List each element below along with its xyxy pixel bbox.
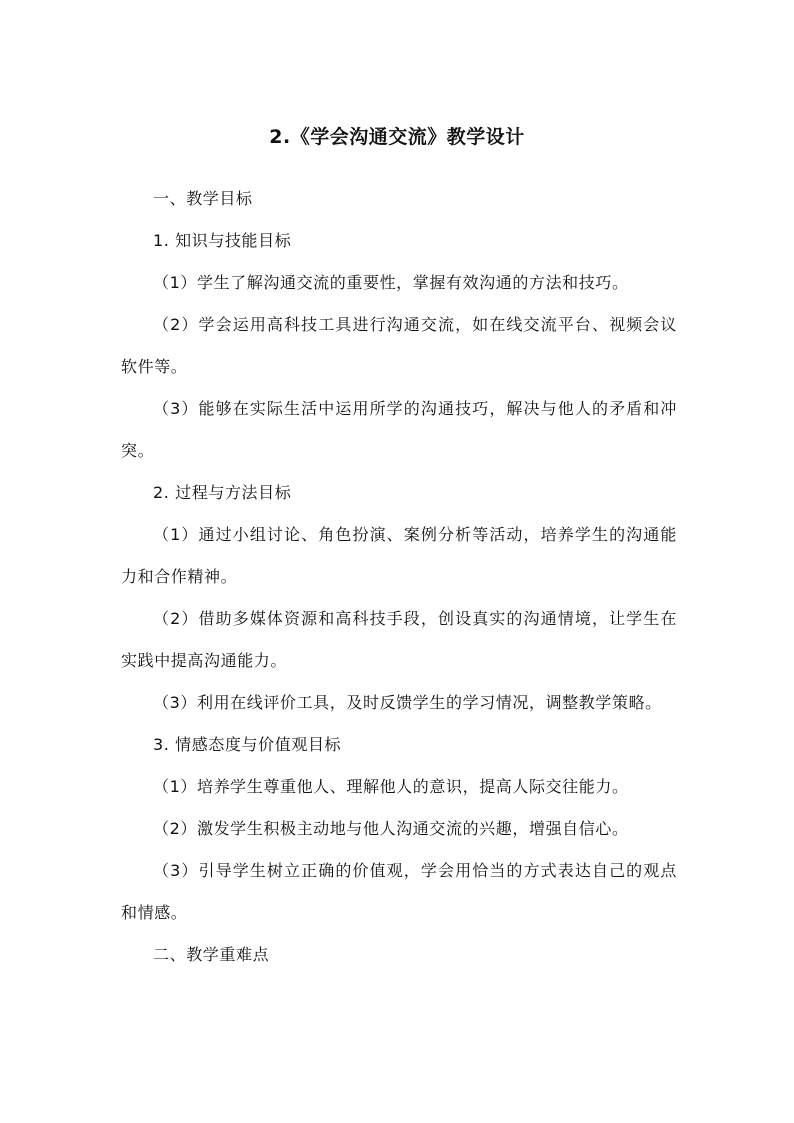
section-heading-objectives: 一、教学目标 bbox=[153, 189, 253, 208]
subheading-process-methods: 2. 过程与方法目标 bbox=[153, 483, 292, 502]
paragraph: （1）培养学生尊重他人、理解他人的意识，提高人际交往能力。 bbox=[153, 777, 629, 796]
paragraph: （3）能够在实际生活中运用所学的沟通技巧，解决与他人的矛盾和冲突。 bbox=[121, 399, 677, 460]
paragraph: （2）激发学生积极主动地与他人沟通交流的兴趣，增强自信心。 bbox=[153, 819, 629, 838]
paragraph: （1）学生了解沟通交流的重要性，掌握有效沟通的方法和技巧。 bbox=[153, 273, 629, 292]
paragraph: （2）借助多媒体资源和高科技手段，创设真实的沟通情境，让学生在实践中提高沟通能力。 bbox=[121, 609, 677, 670]
paragraph: （1）通过小组讨论、角色扮演、案例分析等活动，培养学生的沟通能力和合作精神。 bbox=[121, 525, 677, 586]
document-body bbox=[121, 178, 677, 976]
paragraph: （3）利用在线评价工具，及时反馈学生的学习情况，调整教学策略。 bbox=[153, 693, 662, 712]
section-heading-key-points: 二、教学重难点 bbox=[153, 945, 270, 964]
paragraph: （2）学会运用高科技工具进行沟通交流，如在线交流平台、视频会议软件等。 bbox=[121, 315, 677, 376]
subheading-emotion-values: 3. 情感态度与价值观目标 bbox=[153, 735, 342, 754]
subheading-knowledge-skills: 1. 知识与技能目标 bbox=[153, 231, 292, 250]
document-title: 2.《学会沟通交流》教学设计 bbox=[269, 126, 525, 148]
paragraph: （3）引导学生树立正确的价值观，学会用恰当的方式表达自己的观点和情感。 bbox=[121, 861, 677, 922]
